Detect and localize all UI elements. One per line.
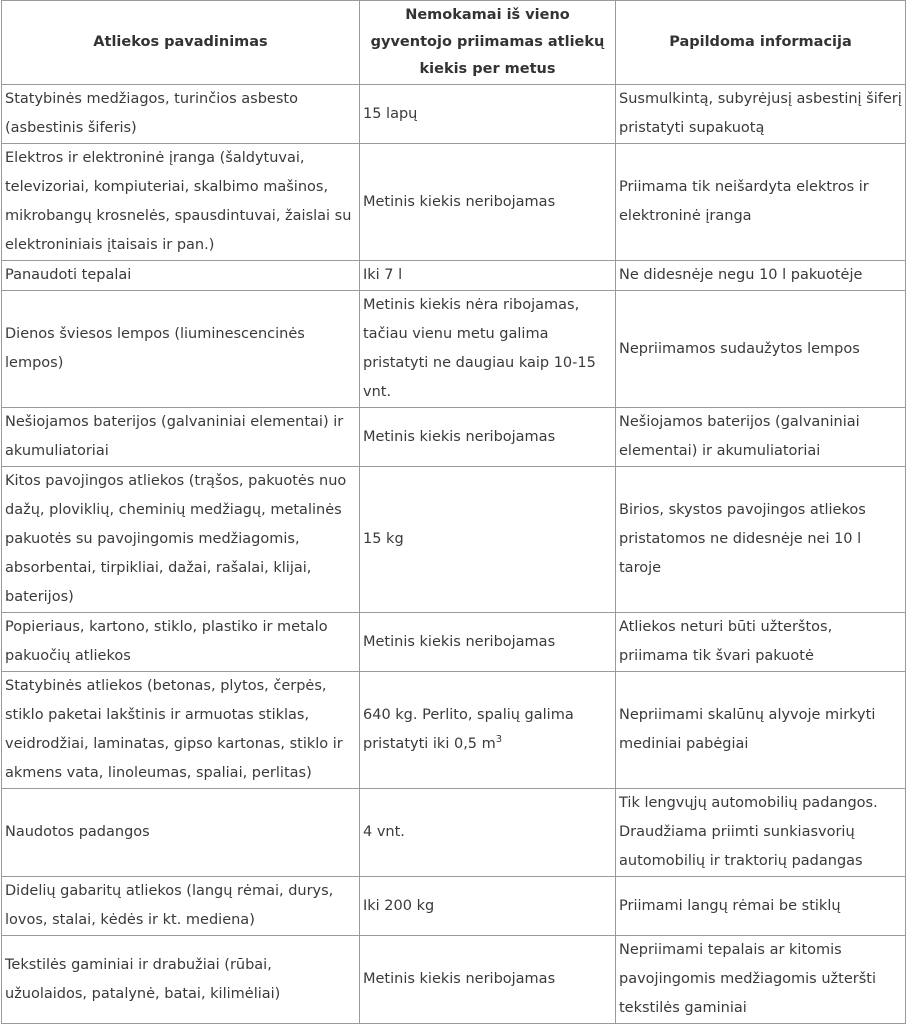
header-waste-name: Atliekos pavadinimas bbox=[2, 1, 360, 85]
amount-text: 640 kg. Perlito, spalių galima pristatyti iki 0,5 m bbox=[363, 707, 574, 752]
table-row bbox=[2, 672, 906, 789]
table-row bbox=[2, 85, 906, 144]
cell-info: Nešiojamos baterijos (galvaniniai elementai) ir akumuliatoriai bbox=[616, 408, 906, 467]
cell-waste-name: Tekstilės gaminiai ir drabužiai (rūbai, užuolaidos, patalynė, batai, kilimėliai) bbox=[2, 936, 360, 1024]
cell-waste-name: Didelių gabaritų atliekos (langų rėmai, durys, lovos, stalai, kėdės ir kt. mediena) bbox=[2, 877, 360, 936]
cell-waste-name: Elektros ir elektroninė įranga (šaldytuvai, televizoriai, kompiuteriai, skalbimo mašinos, mikrobangų krosnelės, spausdintuvai, žaislai su elektroniniais įtaisais ir pan.) bbox=[2, 144, 360, 261]
table-row bbox=[2, 789, 906, 877]
table-row bbox=[2, 291, 906, 408]
cell-amount: Metinis kiekis neribojamas bbox=[360, 936, 616, 1024]
table-row bbox=[2, 613, 906, 672]
cell-amount: Iki 200 kg bbox=[360, 877, 616, 936]
cell-info: Nepriimami tepalais ar kitomis pavojingomis medžiagomis užteršti tekstilės gaminiai bbox=[616, 936, 906, 1024]
cell-amount: 15 lapų bbox=[360, 85, 616, 144]
cell-info: Nepriimamos sudaužytos lempos bbox=[616, 291, 906, 408]
cell-info: Nepriimami skalūnų alyvoje mirkyti mediniai pabėgiai bbox=[616, 672, 906, 789]
cell-waste-name: Popieriaus, kartono, stiklo, plastiko ir metalo pakuočių atliekos bbox=[2, 613, 360, 672]
cell-amount: Iki 7 l bbox=[360, 261, 616, 291]
cell-waste-name: Statybinės medžiagos, turinčios asbesto (asbestinis šiferis) bbox=[2, 85, 360, 144]
cell-info: Ne didesnėje negu 10 l pakuotėje bbox=[616, 261, 906, 291]
cell-info: Atliekos neturi būti užterštos, priimama tik švari pakuotė bbox=[616, 613, 906, 672]
header-additional-info: Papildoma informacija bbox=[616, 1, 906, 85]
table-row bbox=[2, 261, 906, 291]
cell-amount: 4 vnt. bbox=[360, 789, 616, 877]
cell-info: Susmulkintą, subyrėjusį asbestinį šiferį pristatyti supakuotą bbox=[616, 85, 906, 144]
table-row bbox=[2, 467, 906, 613]
table-row bbox=[2, 408, 906, 467]
table-row bbox=[2, 144, 906, 261]
cell-amount: 15 kg bbox=[360, 467, 616, 613]
cell-waste-name: Dienos šviesos lempos (liuminescencinės lempos) bbox=[2, 291, 360, 408]
cell-info: Priimami langų rėmai be stiklų bbox=[616, 877, 906, 936]
cell-info: Tik lengvųjų automobilių padangos. Draudžiama priimti sunkiasvorių automobilių ir traktorių padangas bbox=[616, 789, 906, 877]
cell-waste-name: Statybinės atliekos (betonas, plytos, čerpės, stiklo paketai lakštinis ir armuotas stiklas, veidrodžiai, laminatas, gipso kartonas, stiklo ir akmens vata, linoleumas, spaliai, perlitas) bbox=[2, 672, 360, 789]
cell-amount: Metinis kiekis neribojamas bbox=[360, 613, 616, 672]
cell-amount: Metinis kiekis nėra ribojamas, tačiau vienu metu galima pristatyti ne daugiau kaip 10-15 vnt. bbox=[360, 291, 616, 408]
waste-acceptance-table bbox=[1, 0, 906, 1024]
header-free-amount: Nemokamai iš vieno gyventojo priimamas atliekų kiekis per metus bbox=[360, 1, 616, 85]
cell-amount: Metinis kiekis neribojamas bbox=[360, 408, 616, 467]
table-row bbox=[2, 936, 906, 1024]
cell-info: Birios, skystos pavojingos atliekos pristatomos ne didesnėje nei 10 l taroje bbox=[616, 467, 906, 613]
cell-waste-name: Kitos pavojingos atliekos (trąšos, pakuotės nuo dažų, ploviklių, cheminių medžiagų, metalinės pakuotės su pavojingomis medžiagomis, absorbentai, tirpikliai, dažai, rašalai, klijai, baterijos) bbox=[2, 467, 360, 613]
cell-amount: Metinis kiekis neribojamas bbox=[360, 144, 616, 261]
cell-waste-name: Naudotos padangos bbox=[2, 789, 360, 877]
table-header-row bbox=[2, 1, 906, 85]
cell-waste-name: Panaudoti tepalai bbox=[2, 261, 360, 291]
cell-info: Priimama tik neišardyta elektros ir elektroninė įranga bbox=[616, 144, 906, 261]
table-row bbox=[2, 877, 906, 936]
cell-waste-name: Nešiojamos baterijos (galvaniniai elementai) ir akumuliatoriai bbox=[2, 408, 360, 467]
cell-amount bbox=[360, 672, 616, 789]
unit-superscript: 3 bbox=[495, 734, 503, 746]
